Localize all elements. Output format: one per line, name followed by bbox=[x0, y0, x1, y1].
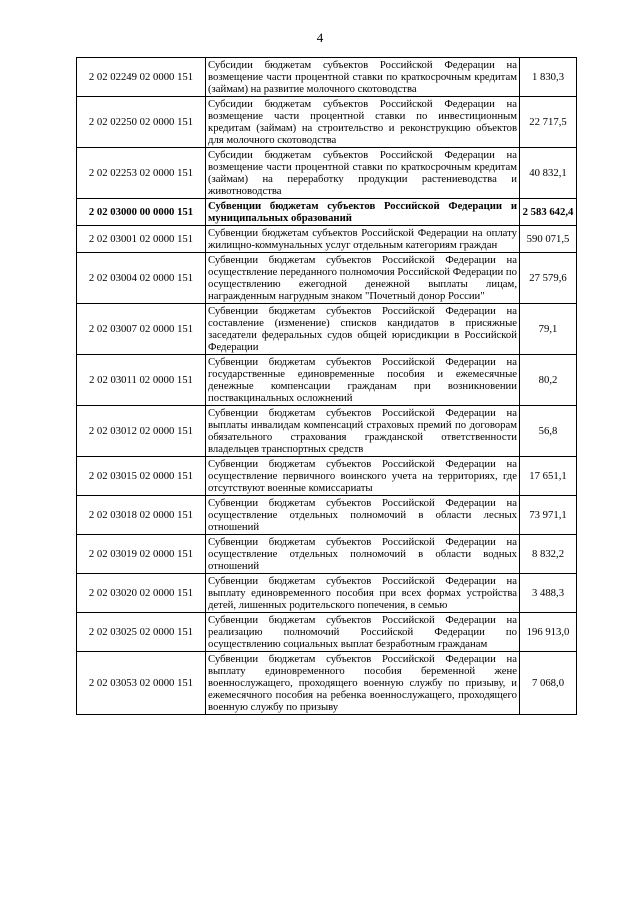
description-cell: Субвенции бюджетам субъектов Российской Федерации и муниципальных образований bbox=[206, 199, 520, 226]
table-row bbox=[77, 355, 577, 406]
code-cell: 2 02 03020 02 0000 151 bbox=[77, 574, 206, 613]
description-cell: Субсидии бюджетам субъектов Российской Федерации на возмещение части процентной ставки по инвестиционным кредитам (займам) на строительство и реконструкцию объектов для молочного скотоводства bbox=[206, 97, 520, 148]
budget-table-body bbox=[77, 58, 577, 715]
page-number: 4 bbox=[316, 30, 324, 45]
amount-cell: 1 830,3 bbox=[520, 58, 577, 97]
table-row bbox=[77, 199, 577, 226]
description-cell: Субвенции бюджетам субъектов Российской Федерации на выплату единовременного пособия беременной жене военнослужащего, проходящего военную службу по призыву, и ежемесячного пособия на ребенка военнослужащего, проходящего военную службу по призыву bbox=[206, 652, 520, 715]
amount-cell: 17 651,1 bbox=[520, 457, 577, 496]
description-cell: Субвенции бюджетам субъектов Российской Федерации на осуществление отдельных полномочий в области водных отношений bbox=[206, 535, 520, 574]
description-cell: Субвенции бюджетам субъектов Российской Федерации на осуществление первичного воинского учета на территориях, где отсутствуют военные комиссариаты bbox=[206, 457, 520, 496]
amount-cell: 8 832,2 bbox=[520, 535, 577, 574]
table-row bbox=[77, 574, 577, 613]
code-cell: 2 02 03053 02 0000 151 bbox=[77, 652, 206, 715]
amount-cell: 3 488,3 bbox=[520, 574, 577, 613]
code-cell: 2 02 03025 02 0000 151 bbox=[77, 613, 206, 652]
description-cell: Субсидии бюджетам субъектов Российской Федерации на возмещение части процентной ставки по краткосрочным кредитам (займам) на развитие молочного скотоводства bbox=[206, 58, 520, 97]
description-cell: Субвенции бюджетам субъектов Российской Федерации на осуществление переданного полномочия Российской Федерации по осуществлению ежегодной денежной выплаты лицам, награжденным нагрудным знаком "Почетный донор России" bbox=[206, 253, 520, 304]
amount-cell: 2 583 642,4 bbox=[520, 199, 577, 226]
table-row bbox=[77, 58, 577, 97]
code-cell: 2 02 03001 02 0000 151 bbox=[77, 226, 206, 253]
table-row bbox=[77, 253, 577, 304]
description-cell: Субвенции бюджетам субъектов Российской Федерации на выплаты инвалидам компенсаций страховых премий по договорам обязательного страхования гражданской ответственности владельцев транспортных средств bbox=[206, 406, 520, 457]
code-cell: 2 02 03011 02 0000 151 bbox=[77, 355, 206, 406]
amount-cell: 7 068,0 bbox=[520, 652, 577, 715]
description-cell: Субвенции бюджетам субъектов Российской Федерации на государственные единовременные пособия и ежемесячные денежные компенсации гражданам при возникновении поствакцинальных осложнений bbox=[206, 355, 520, 406]
table-row bbox=[77, 406, 577, 457]
amount-cell: 73 971,1 bbox=[520, 496, 577, 535]
table-row bbox=[77, 304, 577, 355]
code-cell: 2 02 02249 02 0000 151 bbox=[77, 58, 206, 97]
code-cell: 2 02 03000 00 0000 151 bbox=[77, 199, 206, 226]
code-cell: 2 02 03015 02 0000 151 bbox=[77, 457, 206, 496]
description-cell: Субвенции бюджетам субъектов Российской Федерации на оплату жилищно-коммунальных услуг отдельным категориям граждан bbox=[206, 226, 520, 253]
code-cell: 2 02 02253 02 0000 151 bbox=[77, 148, 206, 199]
table-row bbox=[77, 148, 577, 199]
description-cell: Субвенции бюджетам субъектов Российской Федерации на осуществление отдельных полномочий в области лесных отношений bbox=[206, 496, 520, 535]
amount-cell: 79,1 bbox=[520, 304, 577, 355]
table-row bbox=[77, 535, 577, 574]
table-row bbox=[77, 613, 577, 652]
table-row bbox=[77, 226, 577, 253]
amount-cell: 196 913,0 bbox=[520, 613, 577, 652]
table-row bbox=[77, 496, 577, 535]
code-cell: 2 02 03007 02 0000 151 bbox=[77, 304, 206, 355]
description-cell: Субвенции бюджетам субъектов Российской Федерации на выплату единовременного пособия при всех формах устройства детей, лишенных родительского попечения, в семью bbox=[206, 574, 520, 613]
description-cell: Субвенции бюджетам субъектов Российской Федерации на составление (изменение) списков кандидатов в присяжные заседатели федеральных судов общей юрисдикции в Российской Федерации bbox=[206, 304, 520, 355]
code-cell: 2 02 02250 02 0000 151 bbox=[77, 97, 206, 148]
amount-cell: 590 071,5 bbox=[520, 226, 577, 253]
description-cell: Субвенции бюджетам субъектов Российской Федерации на реализацию полномочий Российской Федерации по осуществлению социальных выплат безработным гражданам bbox=[206, 613, 520, 652]
amount-cell: 22 717,5 bbox=[520, 97, 577, 148]
code-cell: 2 02 03018 02 0000 151 bbox=[77, 496, 206, 535]
description-cell: Субсидии бюджетам субъектов Российской Федерации на возмещение части процентной ставки по краткосрочным кредитам (займам) на переработку продукции растениеводства и животноводства bbox=[206, 148, 520, 199]
table-row bbox=[77, 652, 577, 715]
code-cell: 2 02 03004 02 0000 151 bbox=[77, 253, 206, 304]
table-row bbox=[77, 97, 577, 148]
code-cell: 2 02 03012 02 0000 151 bbox=[77, 406, 206, 457]
amount-cell: 27 579,6 bbox=[520, 253, 577, 304]
budget-table bbox=[76, 57, 577, 715]
amount-cell: 80,2 bbox=[520, 355, 577, 406]
amount-cell: 40 832,1 bbox=[520, 148, 577, 199]
code-cell: 2 02 03019 02 0000 151 bbox=[77, 535, 206, 574]
amount-cell: 56,8 bbox=[520, 406, 577, 457]
table-row bbox=[77, 457, 577, 496]
